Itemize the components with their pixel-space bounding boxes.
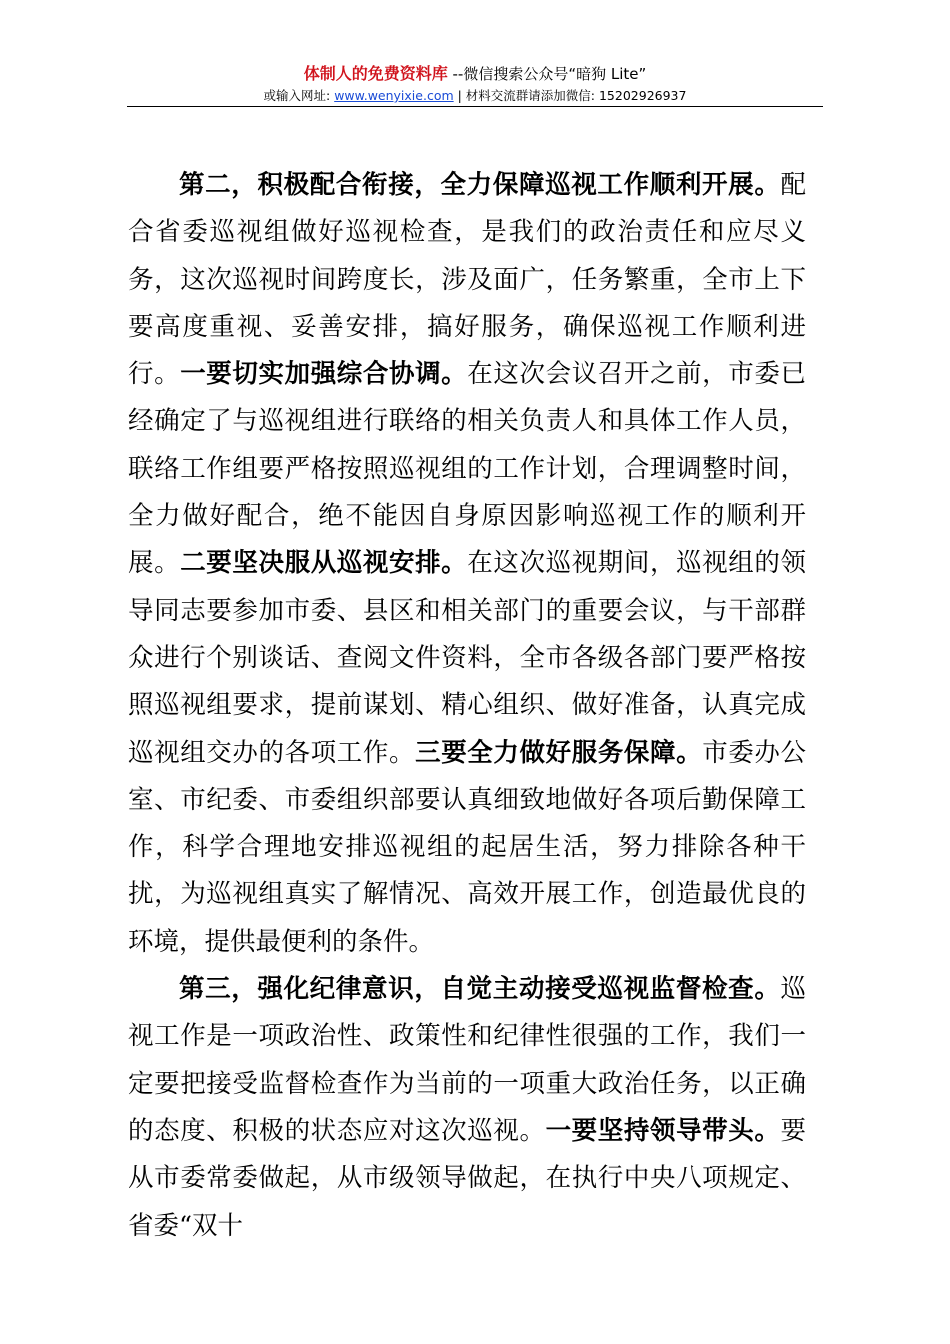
paragraph-subheading: 三要全力做好服务保障。 <box>415 737 703 768</box>
paragraph-heading: 第三，强化纪律意识，自觉主动接受巡视监督检查。 <box>179 974 781 1005</box>
paragraph-subheading: 一要坚持领导带头。 <box>545 1115 781 1146</box>
paragraph-text: 在这次巡视期间，巡视组的领导同志要参加市委、县区和相关部门的重要会议，与干部群众进行个别谈话、查阅文件资料，全市各级各部门要严格按照巡视组要求，提前谋划、精心组织、做好准备，认真完成巡视组交办的各项工作。 <box>128 548 806 768</box>
paragraph-subheading: 二要坚决服从巡视安排。 <box>180 548 468 579</box>
header-brand: 体制人的免费资料库 <box>303 64 448 83</box>
header-divider <box>127 106 823 107</box>
paragraph-section-3 <box>128 966 806 1250</box>
paragraph-text: 配合省委巡视组做好巡视检查，是我们的政治责任和应尽义务，这次巡视时间跨度长，涉及面广，任务繁重，全市上下要高度重视、妥善安排，搞好服务，确保巡视工作顺利进行。 <box>128 170 806 390</box>
paragraph-text: 在这次会议召开之前，市委已经确定了与巡视组进行联络的相关负责人和具体工作人员，联络工作组要严格按照巡视组的工作计划，合理调整时间，全力做好配合，绝不能因自身原因影响巡视工作的顺利开展。 <box>128 359 806 579</box>
header-line2-prefix: 或输入网址: <box>263 88 335 103</box>
paragraph-text: 巡视工作是一项政治性、政策性和纪律性很强的工作，我们一定要把接受监督检查作为当前的一项重大政治任务，以正确的态度、积极的状态应对这次巡视。 <box>128 974 806 1146</box>
header-line-2 <box>0 87 950 104</box>
header-tagline: --微信搜索公众号“暗狗 Lite” <box>447 65 647 83</box>
header-line2-suffix: | 材料交流群请添加微信: 15202926937 <box>453 88 687 103</box>
paragraph-text: 市委办公室、市纪委、市委组织部要认真细致地做好各项后勤保障工作，科学合理地安排巡视组的起居生活，努力排除各种干扰，为巡视组真实了解情况、高效开展工作，创造最优良的环境，提供最便利的条件。 <box>128 737 806 957</box>
paragraph-heading: 第二，积极配合衔接，全力保障巡视工作顺利开展。 <box>179 170 781 200</box>
header-line-1 <box>0 64 950 84</box>
paragraph-section-2 <box>128 162 806 966</box>
document-body <box>128 162 806 1250</box>
header-url-link[interactable]: www.wenyixie.com <box>334 88 454 103</box>
paragraph-text: 要从市委常委做起，从市级领导做起，在执行中央八项规定、省委“双十 <box>128 1115 806 1241</box>
page-header <box>0 64 950 104</box>
paragraph-subheading: 一要切实加强综合协调。 <box>180 359 468 390</box>
